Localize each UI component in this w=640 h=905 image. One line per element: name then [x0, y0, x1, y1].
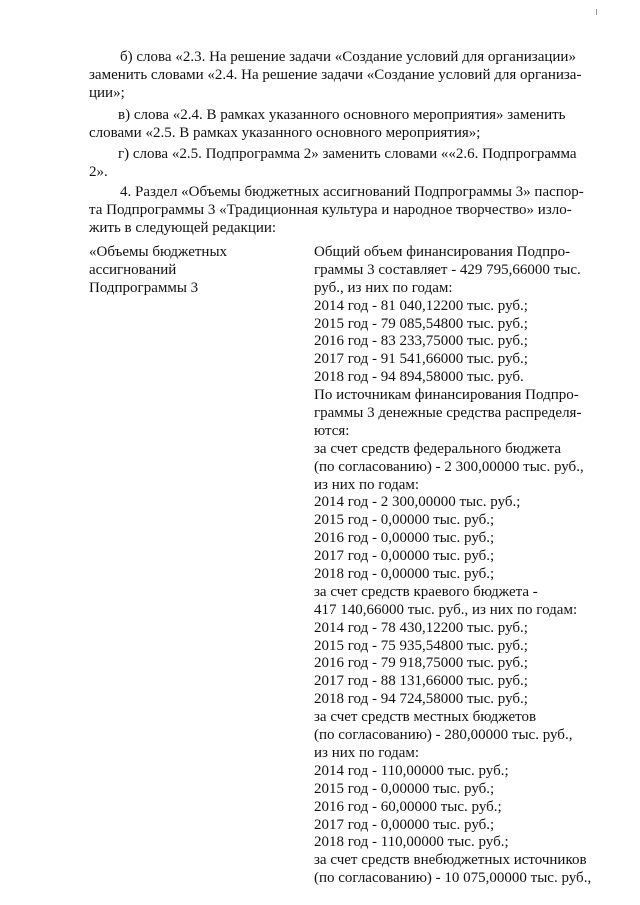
value-line: 2017 год - 91 541,66000 тыс. руб.;	[314, 351, 528, 368]
table-value-column	[314, 244, 595, 888]
value-line: 2014 год - 110,00000 тыс. руб.;	[314, 762, 509, 779]
value-line: 2017 год - 0,00000 тыс. руб.;	[314, 816, 495, 833]
item-b-line-2: заменить словами «2.4. На решение задачи «Создание условий для организа-	[89, 67, 582, 83]
value-line: 2016 год - 79 918,75000 тыс. руб.;	[314, 655, 528, 672]
value-line: 2014 год - 2 300,00000 тыс. руб.;	[314, 494, 521, 511]
item-b-line-3: ции»;	[89, 85, 125, 101]
value-line: 2016 год - 0,00000 тыс. руб.;	[314, 530, 495, 547]
item-g-line-1: г) слова «2.5. Подпрограмма 2» заменить словами ««2.6. Подпрограмма	[118, 146, 577, 162]
value-line: По источникам финансирования Подпро-	[314, 387, 579, 404]
section-4-line-2: та Подпрограммы 3 «Традиционная культура и народное творчество» изло-	[89, 202, 572, 218]
value-line: из них по годам:	[314, 744, 420, 761]
value-line: (по согласованию) - 280,00000 тыс. руб.,	[314, 727, 573, 744]
label-line: Подпрограммы 3	[89, 279, 199, 296]
value-line: Общий объем финансирования Подпро-	[314, 244, 571, 260]
value-line: за счет средств внебюджетных источников	[314, 852, 587, 869]
value-line: 2014 год - 81 040,12200 тыс. руб.;	[314, 297, 528, 314]
value-line: 2018 год - 110,00000 тыс. руб.;	[314, 834, 509, 851]
value-line: (по согласованию) - 2 300,00000 тыс. руб.,	[314, 458, 584, 475]
label-line: ассигнований	[89, 261, 177, 278]
value-line: за счет средств краевого бюджета -	[314, 583, 538, 600]
value-line: 2016 год - 60,00000 тыс. руб.;	[314, 798, 502, 815]
item-v-line-1: в) слова «2.4. В рамках указанного основного мероприятия» заменить	[118, 107, 566, 123]
item-g-line-2: 2».	[89, 164, 108, 180]
table-label-column	[89, 244, 227, 298]
value-line: ются:	[314, 422, 350, 439]
value-line: 2014 год - 78 430,12200 тыс. руб.;	[314, 619, 528, 636]
value-line: 2015 год - 0,00000 тыс. руб.;	[314, 512, 495, 529]
value-line: 2017 год - 88 131,66000 тыс. руб.;	[314, 673, 528, 690]
value-line: 2017 год - 0,00000 тыс. руб.;	[314, 548, 495, 565]
value-line: из них по годам:	[314, 476, 420, 493]
value-line: 2015 год - 79 085,54800 тыс. руб.;	[314, 315, 528, 332]
section-4-line-1: 4. Раздел «Объемы бюджетных ассигнований Подпрограммы 3» паспор-	[120, 184, 584, 200]
value-line: 2016 год - 83 233,75000 тыс. руб.;	[314, 333, 528, 350]
section-4-line-3: жить в следующей редакции:	[89, 220, 277, 236]
label-line: «Объемы бюджетных	[89, 244, 228, 260]
value-line: за счет средств местных бюджетов	[314, 709, 537, 726]
value-line: 2015 год - 0,00000 тыс. руб.;	[314, 780, 495, 797]
value-line: 2015 год - 75 935,54800 тыс. руб.;	[314, 637, 528, 654]
value-line: руб., из них по годам:	[314, 279, 453, 296]
scan-mark	[596, 9, 597, 15]
value-line: граммы 3 денежные средства распределя-	[314, 405, 582, 422]
value-line: 2018 год - 94 724,58000 тыс. руб.;	[314, 691, 528, 708]
value-line: 2018 год - 94 894,58000 тыс. руб.	[314, 369, 524, 386]
value-line: граммы 3 составляет - 429 795,66000 тыс.	[314, 261, 581, 278]
value-line: 2018 год - 0,00000 тыс. руб.;	[314, 566, 495, 583]
value-line: за счет средств федерального бюджета	[314, 440, 562, 457]
item-b-line-1: б) слова «2.3. На решение задачи «Создание условий для организации»	[120, 49, 576, 65]
item-v-line-2: словами «2.5. В рамках указанного основного мероприятия»;	[89, 125, 481, 141]
value-line: 417 140,66000 тыс. руб., из них по годам:	[314, 601, 578, 618]
value-line: (по согласованию) - 10 075,00000 тыс. руб.,	[314, 870, 592, 887]
